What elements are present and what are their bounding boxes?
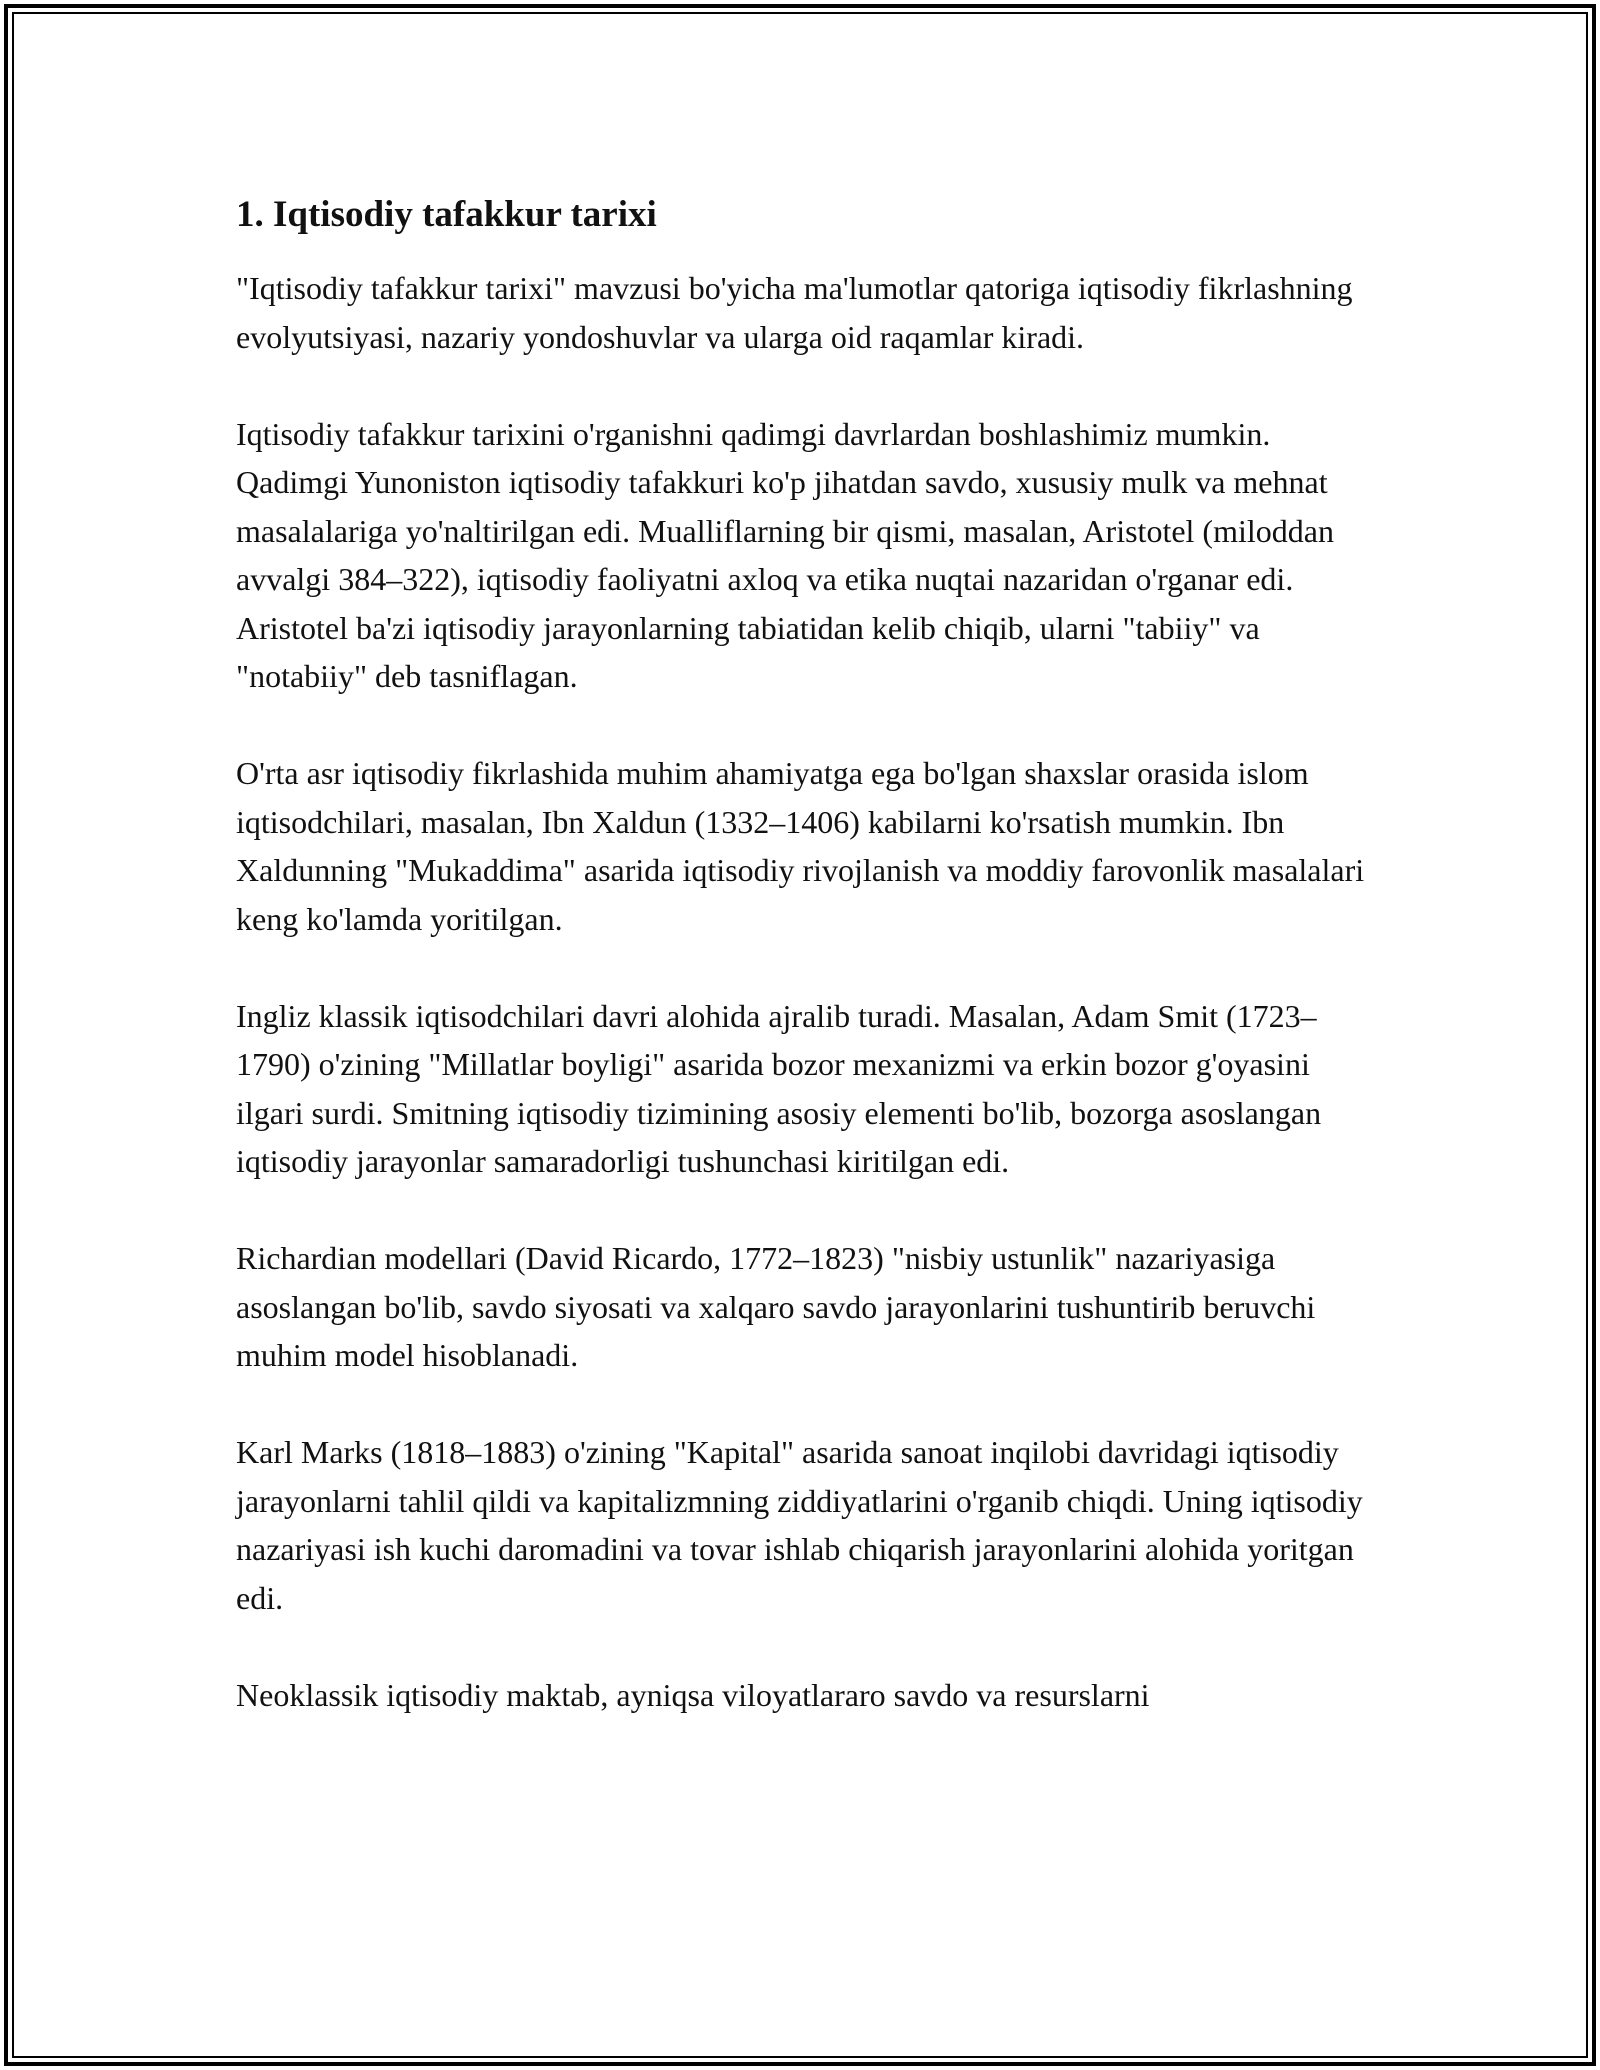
section-heading: 1. Iqtisodiy tafakkur tarixi <box>236 194 657 235</box>
document-body <box>236 190 1376 1768</box>
paragraph-marx: Karl Marks (1818–1883) o'zining "Kapital" asarida sanoat inqilobi davridagi iqtisodiy jarayonlarni tahlil qildi va kapitalizmning ziddiyatlarini o'rganib chiqdi. Uning iqtisodiy nazariyasi ish kuchi daromadini va tovar ishlab chiqarish jarayonlarini alohida yoritgan edi. <box>236 1434 1363 1616</box>
paragraph-ricardo: Richardian modellari (David Ricardo, 1772–1823) "nisbiy ustunlik" nazariyasiga asoslangan bo'lib, savdo siyosati va xalqaro savdo jarayonlarini tushuntirib beruvchi muhim model hisoblanadi. <box>236 1240 1316 1373</box>
paragraph-classical-english: Ingliz klassik iqtisodchilari davri alohida ajralib turadi. Masalan, Adam Smit (1723–1790) o'zining "Millatlar boyligi" asarida bozor mexanizmi va erkin bozor g'oyasini ilgari surdi. Smitning iqtisodiy tizimining asosiy elementi bo'lib, bozorga asoslangan iqtisodiy jarayonlar samaradorligi tushunchasi kiritilgan edi. <box>236 997 1322 1179</box>
paragraph-ancient-greece: Iqtisodiy tafakkur tarixini o'rganishni qadimgi davrlardan boshlashimiz mumkin. Qadimgi Yunoniston iqtisodiy tafakkuri ko'p jihatdan savdo, xususiy mulk va mehnat masalalariga yo'naltirilgan edi. Mualliflarning bir qismi, masalan, Aristotel (miloddan avvalgi 384–322), iqtisodiy faoliyatni axloq va etika nuqtai nazaridan o'rganar edi. Aristotel ba'zi iqtisodiy jarayonlarning tabiatidan kelib chiqib, ularni "tabiiy" va "notabiiy" deb tasniflagan. <box>236 415 1334 694</box>
paragraph-intro: "Iqtisodiy tafakkur tarixi" mavzusi bo'yicha ma'lumotlar qatoriga iqtisodiy fikrlashning evolyutsiyasi, nazariy yondoshuvlar va ularga oid raqamlar kiradi. <box>236 270 1353 355</box>
paragraph-middle-ages: O'rta asr iqtisodiy fikrlashida muhim ahamiyatga ega bo'lgan shaxslar orasida islom iqtisodchilari, masalan, Ibn Xaldun (1332–1406) kabilarni ko'rsatish mumkin. Ibn Xaldunning "Mukaddima" asarida iqtisodiy rivojlanish va moddiy farovonlik masalalari keng ko'lamda yoritilgan. <box>236 755 1365 937</box>
paragraph-neoclassical: Neoklassik iqtisodiy maktab, ayniqsa viloyatlararo savdo va resurslarni <box>236 1676 1150 1713</box>
